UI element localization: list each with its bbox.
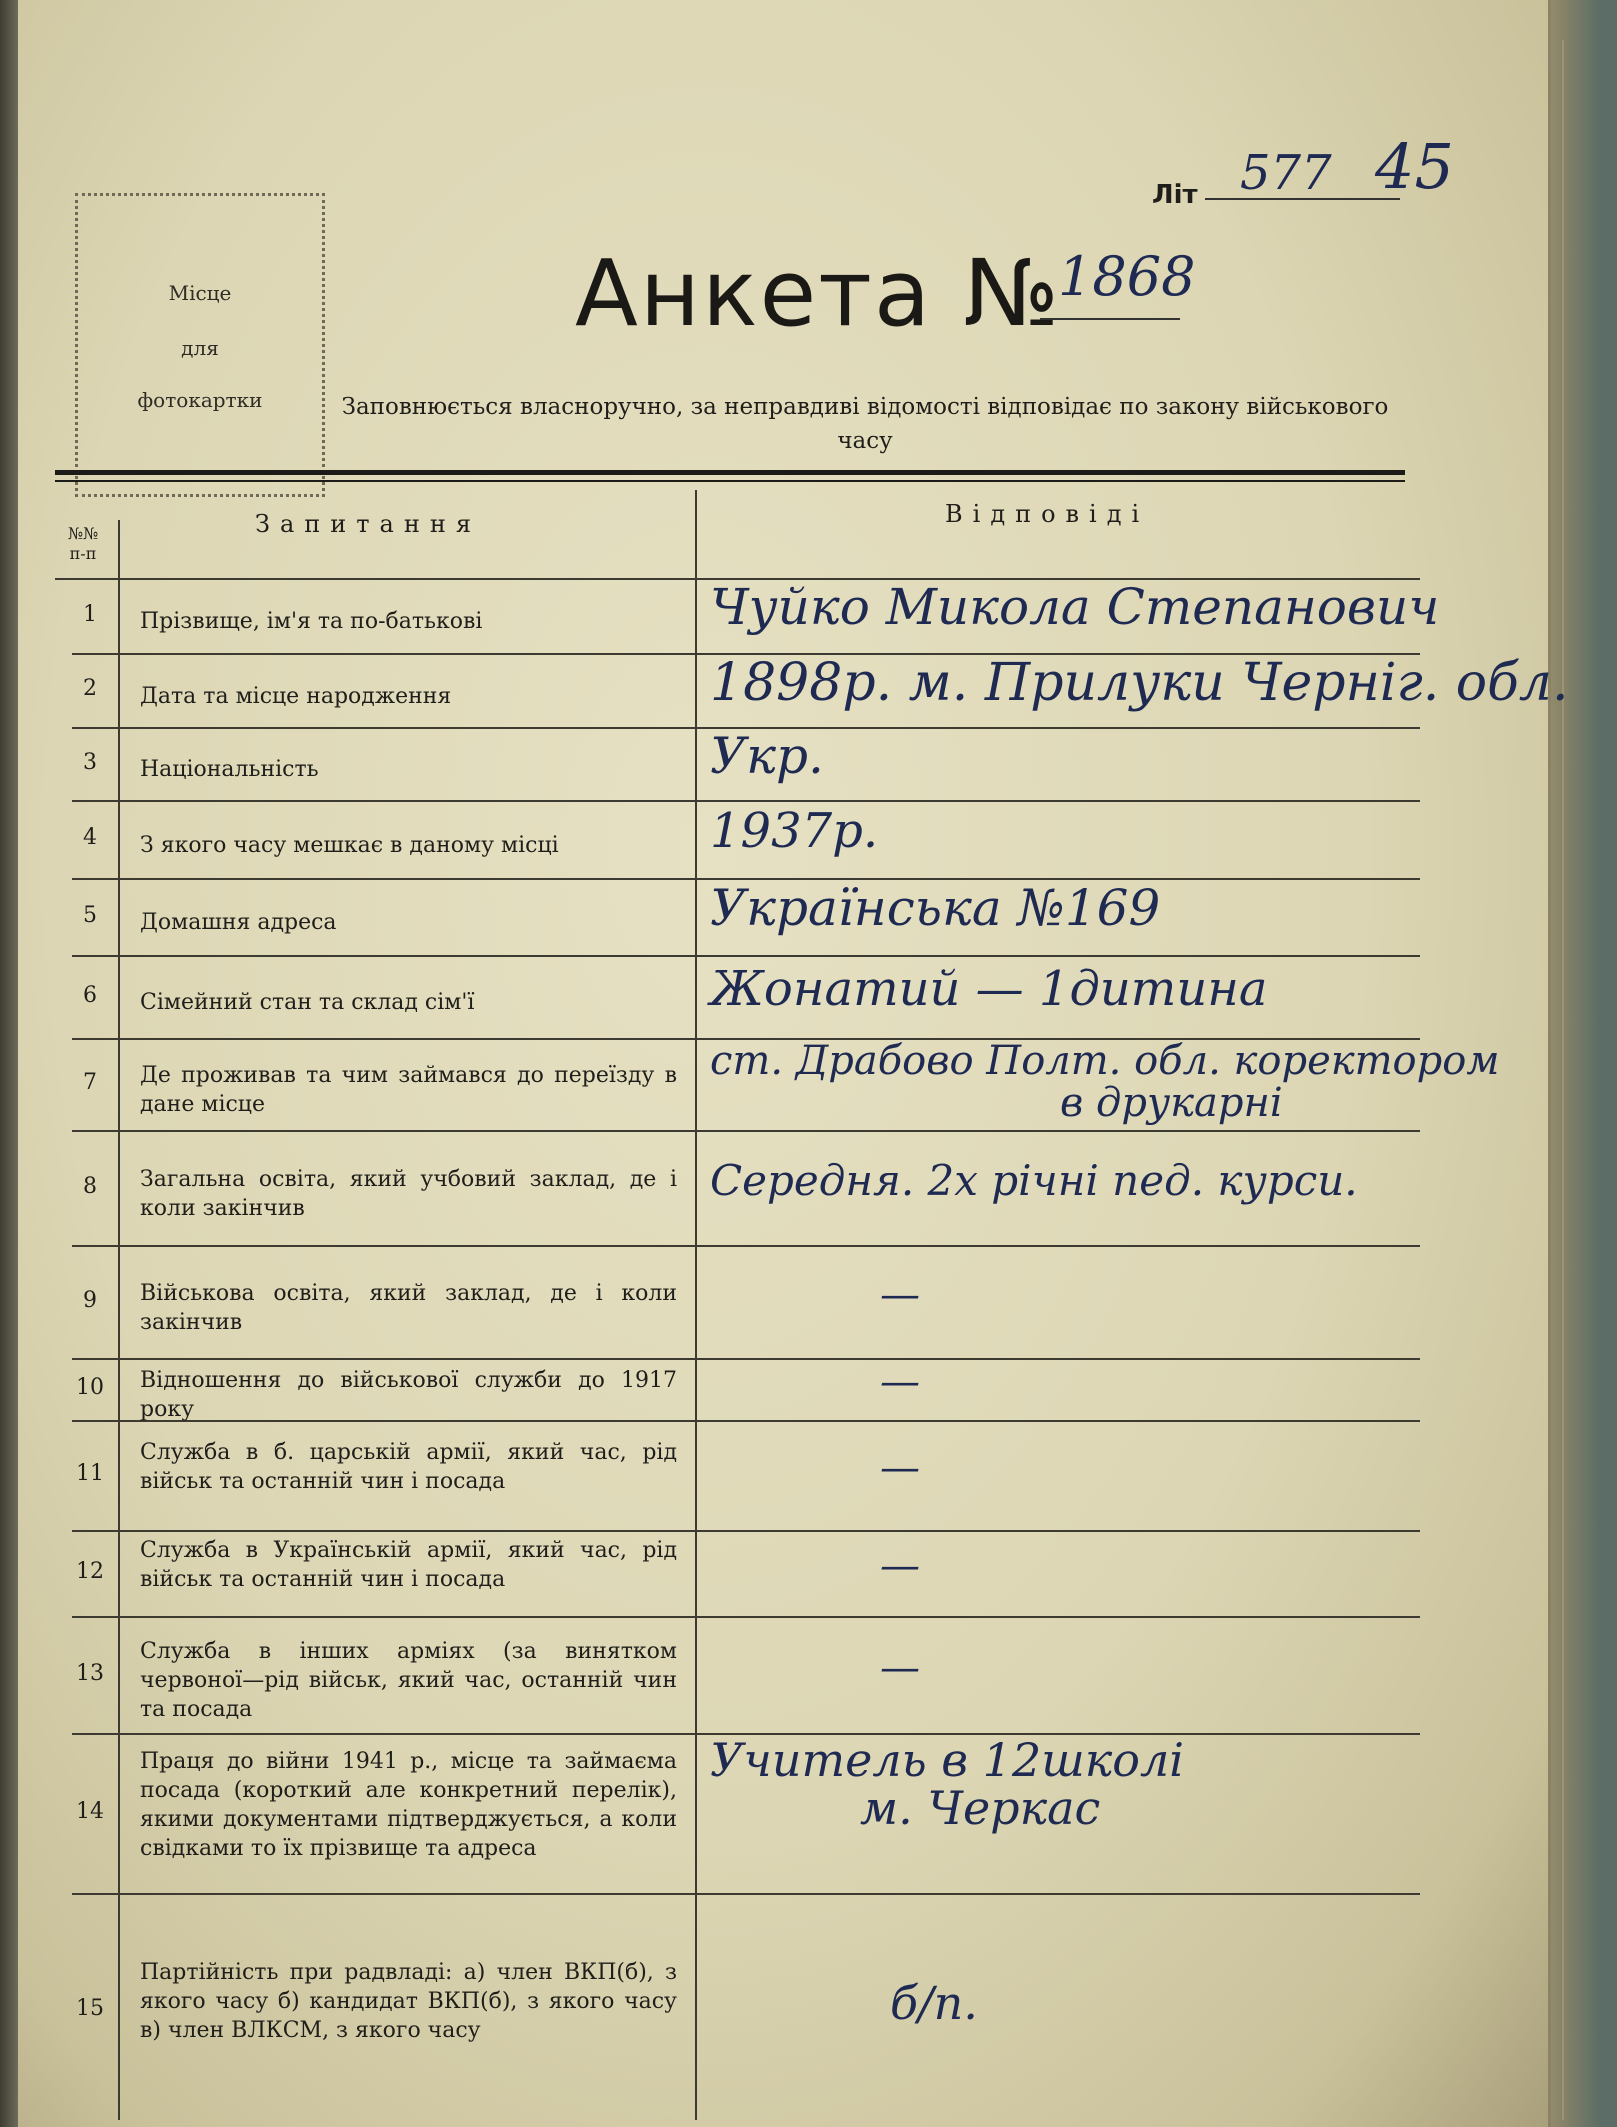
row-number: 5 (83, 902, 97, 928)
photo-label-line-2: для (181, 336, 219, 360)
row-number: 1 (83, 601, 97, 627)
answer-handwritten: Учитель в 12школі (710, 1733, 1184, 1787)
answer-handwritten-line-2: м. Черкас (860, 1781, 1101, 1836)
answer-handwritten: — (880, 1445, 920, 1491)
question-text: Прізвище, ім'я та по-батькові (140, 609, 483, 634)
question-text: Домашня адреса (140, 910, 337, 935)
answer-handwritten: Укр. (710, 727, 824, 785)
row-divider (72, 1893, 1420, 1895)
row-number: 7 (83, 1070, 97, 1095)
row-divider (72, 1358, 1420, 1360)
question-text: Національність (140, 757, 319, 782)
page-stack-edge (1562, 40, 1578, 2120)
answer-handwritten: Жонатий — 1дитина (710, 960, 1268, 1017)
answer-handwritten: — (880, 1271, 920, 1318)
question-text: Сімейний стан та склад сім'ї (140, 990, 475, 1015)
row-number: 11 (76, 1461, 104, 1486)
photo-label-line-3: фотокартки (137, 388, 263, 412)
answer-handwritten: — (880, 1543, 920, 1589)
header-rule-thin (55, 480, 1405, 482)
form-number-underline (1040, 318, 1180, 320)
question-text: Служба в Українській армії, який час, рід військ та останній чин і посада (140, 1538, 677, 1592)
answer-handwritten: 1898р. м. Прилуки Черніг. обл. (710, 653, 1569, 713)
row-number: 15 (76, 1996, 104, 2021)
form-subtitle: Заповнюється власноручно, за неправдиві відомості відповідає по закону військового часу (341, 394, 1389, 454)
photo-placeholder (75, 193, 325, 497)
answer-handwritten: Чуйко Микола Степанович (710, 578, 1440, 636)
row-divider (72, 1530, 1420, 1532)
row-number: 10 (76, 1375, 104, 1400)
question-text: Праця до війни 1941 р., місце та займаєма посада (короткий але конкретний перелік), якими документами підтверджується, а коли свідками то їх прізвище та адреса (140, 1748, 677, 1861)
row-number: 6 (83, 982, 97, 1008)
question-text: З якого часу мешкає в даному місці (140, 832, 559, 858)
row-divider (72, 1130, 1420, 1132)
answer-handwritten: Українська №169 (710, 879, 1161, 937)
row-divider (72, 800, 1420, 802)
answer-handwritten: ст. Драбово Полт. обл. коректором (710, 1038, 1500, 1084)
column-divider-answer (695, 490, 697, 2120)
question-text: Де проживав та чим займався до переїзду в дане місце (140, 1063, 677, 1117)
row-number: 2 (83, 676, 97, 701)
lit-value: 577 (1240, 145, 1332, 201)
form-number: 1868 (1058, 245, 1196, 308)
row-number: 12 (76, 1559, 104, 1584)
row-number: 14 (76, 1799, 104, 1824)
answer-handwritten: — (880, 1644, 920, 1691)
row-number: 3 (83, 749, 97, 775)
question-text: Відношення до військової служби до 1917 року (140, 1368, 677, 1422)
column-header-number: №№ п-п (67, 524, 99, 563)
header-rule (55, 470, 1405, 475)
row-divider (72, 955, 1420, 957)
answer-handwritten-line-2: в друкарні (1060, 1080, 1283, 1126)
row-number: 4 (83, 825, 97, 850)
photo-label-line-1: Місце (168, 281, 232, 305)
row-number: 13 (76, 1660, 104, 1686)
row-number: 9 (83, 1287, 97, 1313)
question-text: Загальна освіта, який учбовий заклад, де і коли закінчив (140, 1166, 677, 1221)
question-text: Дата та місце народження (140, 683, 452, 709)
answer-handwritten: — (880, 1359, 920, 1405)
question-text: Військова освіта, який заклад, де і коли закінчив (140, 1280, 677, 1335)
column-header-answer: Відповіді (945, 500, 1150, 528)
answer-handwritten: 1937р. (710, 803, 879, 859)
column-divider-number (118, 520, 120, 2120)
row-divider (72, 1616, 1420, 1618)
row-number: 8 (83, 1173, 97, 1199)
question-text: Служба в б. царській армії, який час, рід військ та останній чин і посада (140, 1439, 677, 1494)
column-header-question: Запитання (255, 510, 481, 538)
lit-value-2: 45 (1375, 130, 1454, 203)
row-divider (72, 1245, 1420, 1247)
answer-handwritten: б/п. (890, 1975, 978, 2030)
question-text: Партійність при радвладі: а) член ВКП(б), з якого часу б) кандидат ВКП(б), з якого часу в) член ВЛКСМ, з якого часу (140, 1960, 677, 2043)
form-title: Анкета № (575, 240, 1062, 347)
question-text: Служба в інших арміях (за винятком червоної—рід військ, який час, останній чин та посада (140, 1639, 677, 1722)
answer-handwritten: Середня. 2х річні пед. курси. (710, 1156, 1358, 1205)
lit-label: Літ (1152, 180, 1198, 210)
